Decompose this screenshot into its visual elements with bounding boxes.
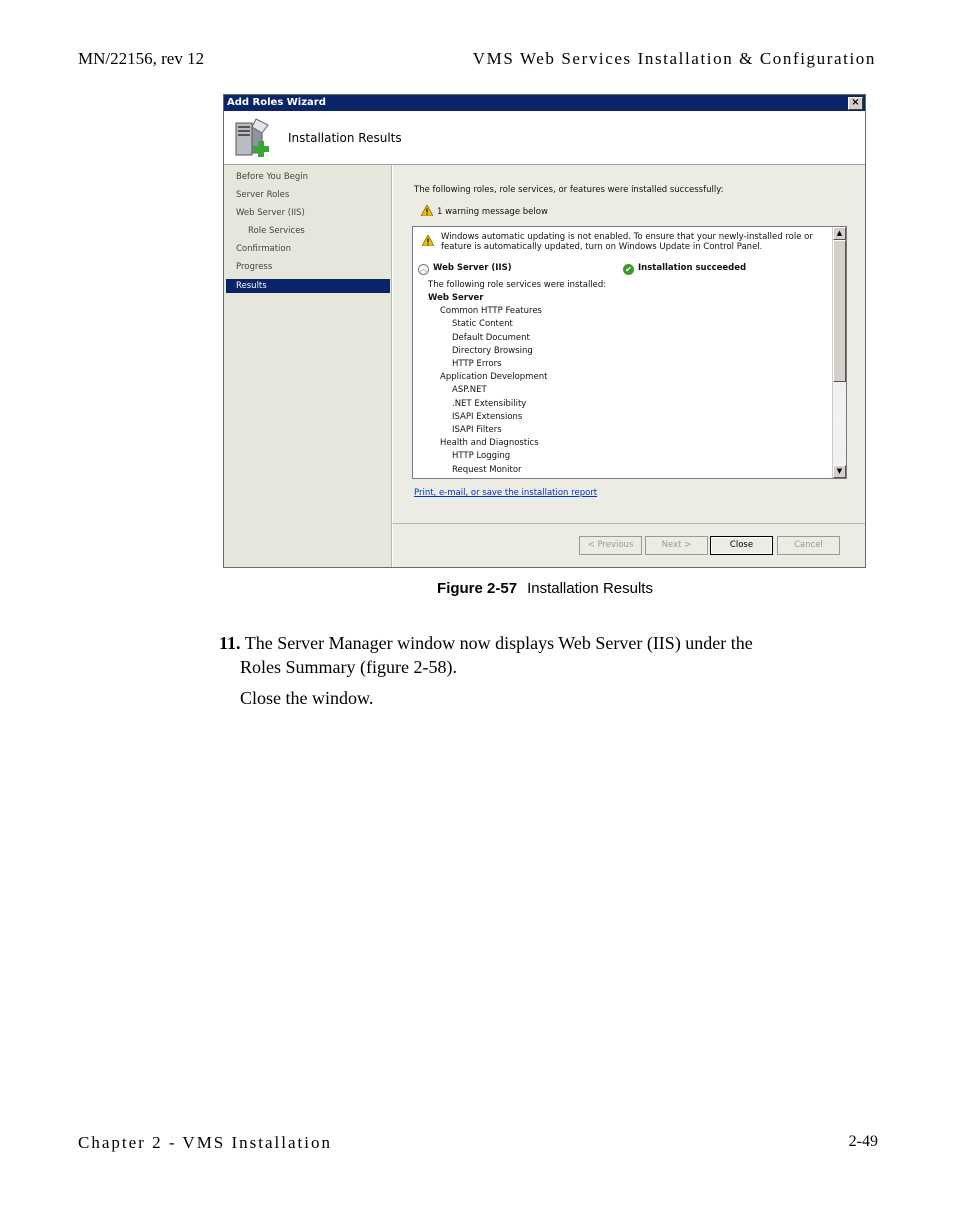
figure-caption: [0, 580, 954, 597]
installation-report-link[interactable]: Print, e-mail, or save the installation report: [414, 488, 598, 498]
windows-update-warning: [422, 232, 832, 252]
close-button[interactable]: Close: [710, 536, 773, 555]
nav-progress[interactable]: Progress: [236, 262, 273, 272]
nav-web-server-iis[interactable]: Web Server (IIS): [236, 208, 305, 218]
nav-server-roles[interactable]: Server Roles: [236, 190, 290, 200]
scroll-down-arrow-icon[interactable]: ▼: [833, 465, 846, 478]
collapse-chevron-icon[interactable]: ︿: [420, 265, 427, 273]
nav-role-services[interactable]: Role Services: [248, 226, 305, 236]
nav-before-you-begin[interactable]: Before You Begin: [236, 172, 309, 182]
wizard-steps-sidebar: [224, 165, 392, 567]
page-header-doc-number: MN/22156, rev 12: [78, 49, 205, 68]
tree-item: HTTP Logging: [452, 451, 511, 462]
results-listbox[interactable]: [412, 226, 847, 479]
tree-item: ISAPI Filters: [452, 425, 502, 435]
tree-item: HTTP Errors: [452, 359, 502, 369]
tree-item: ASP.NET: [452, 385, 487, 396]
tree-item: Directory Browsing: [452, 345, 533, 356]
listbox-scrollbar[interactable]: [832, 227, 846, 478]
role-install-status: [623, 263, 746, 275]
wizard-content: [393, 165, 865, 523]
next-button[interactable]: Next >: [645, 536, 708, 555]
scroll-thumb[interactable]: [833, 240, 846, 382]
window-close-button[interactable]: ×: [848, 97, 863, 110]
nav-confirmation[interactable]: Confirmation: [236, 244, 291, 254]
page-header-section-title: VMS Web Services Installation & Configuration: [472, 49, 876, 68]
step-text-line1: The Server Manager window now displays Web Server (IIS) under the: [244, 633, 753, 653]
step-number: 11.: [219, 633, 241, 653]
installed-services-intro: The following role services were installed:: [428, 280, 607, 290]
tree-item: Web Server: [428, 293, 484, 303]
tree-item: Health and Diagnostics: [440, 438, 539, 449]
figure-label: Figure 2-57: [437, 580, 518, 597]
scroll-up-arrow-icon[interactable]: ▲: [833, 227, 846, 240]
page-footer-chapter: Chapter 2 - VMS Installation: [78, 1133, 332, 1152]
role-name: Web Server (IIS): [433, 263, 512, 273]
warning-icon: [422, 235, 434, 246]
tree-item: Common HTTP Features: [440, 306, 542, 317]
page-number: 2-49: [848, 1133, 878, 1150]
install-intro-text: The following roles, role services, or features were installed successfully:: [414, 185, 724, 195]
nav-results[interactable]: Results: [226, 279, 390, 293]
figure-title: Installation Results: [527, 580, 653, 597]
success-check-icon: ✔: [623, 264, 634, 275]
close-window-instruction: Close the window.: [240, 688, 374, 708]
warning-icon: [421, 205, 433, 216]
wizard-titlebar: [224, 95, 865, 111]
tree-item: Request Monitor: [452, 464, 522, 475]
add-roles-wizard-window: [223, 94, 866, 568]
role-heading[interactable]: [418, 263, 512, 275]
tree-item: ISAPI Extensions: [452, 411, 523, 422]
warning-summary-text: 1 warning message below: [437, 207, 548, 217]
tree-item: .NET Extensibility: [452, 398, 527, 409]
tree-item: Default Document: [452, 332, 530, 343]
wizard-banner: [224, 111, 865, 165]
warning-detail-text: Windows automatic updating is not enabled. To ensure that your newly-installed role or feature is automatically updated, turn on Windows Update in Control Panel.: [441, 232, 813, 252]
server-roles-icon: [234, 117, 274, 159]
wizard-title: Add Roles Wizard: [227, 97, 326, 108]
previous-button[interactable]: < Previous: [579, 536, 642, 555]
warning-summary: [421, 205, 548, 217]
step-11: [219, 631, 859, 679]
step-text-line2: Roles Summary (figure 2-58).: [240, 657, 457, 677]
tree-item: Static Content: [452, 319, 513, 330]
role-status-text: Installation succeeded: [638, 263, 747, 273]
wizard-page-title: Installation Results: [288, 131, 402, 145]
cancel-button[interactable]: Cancel: [777, 536, 840, 555]
wizard-button-bar: [393, 523, 865, 567]
tree-item: Application Development: [440, 372, 548, 383]
